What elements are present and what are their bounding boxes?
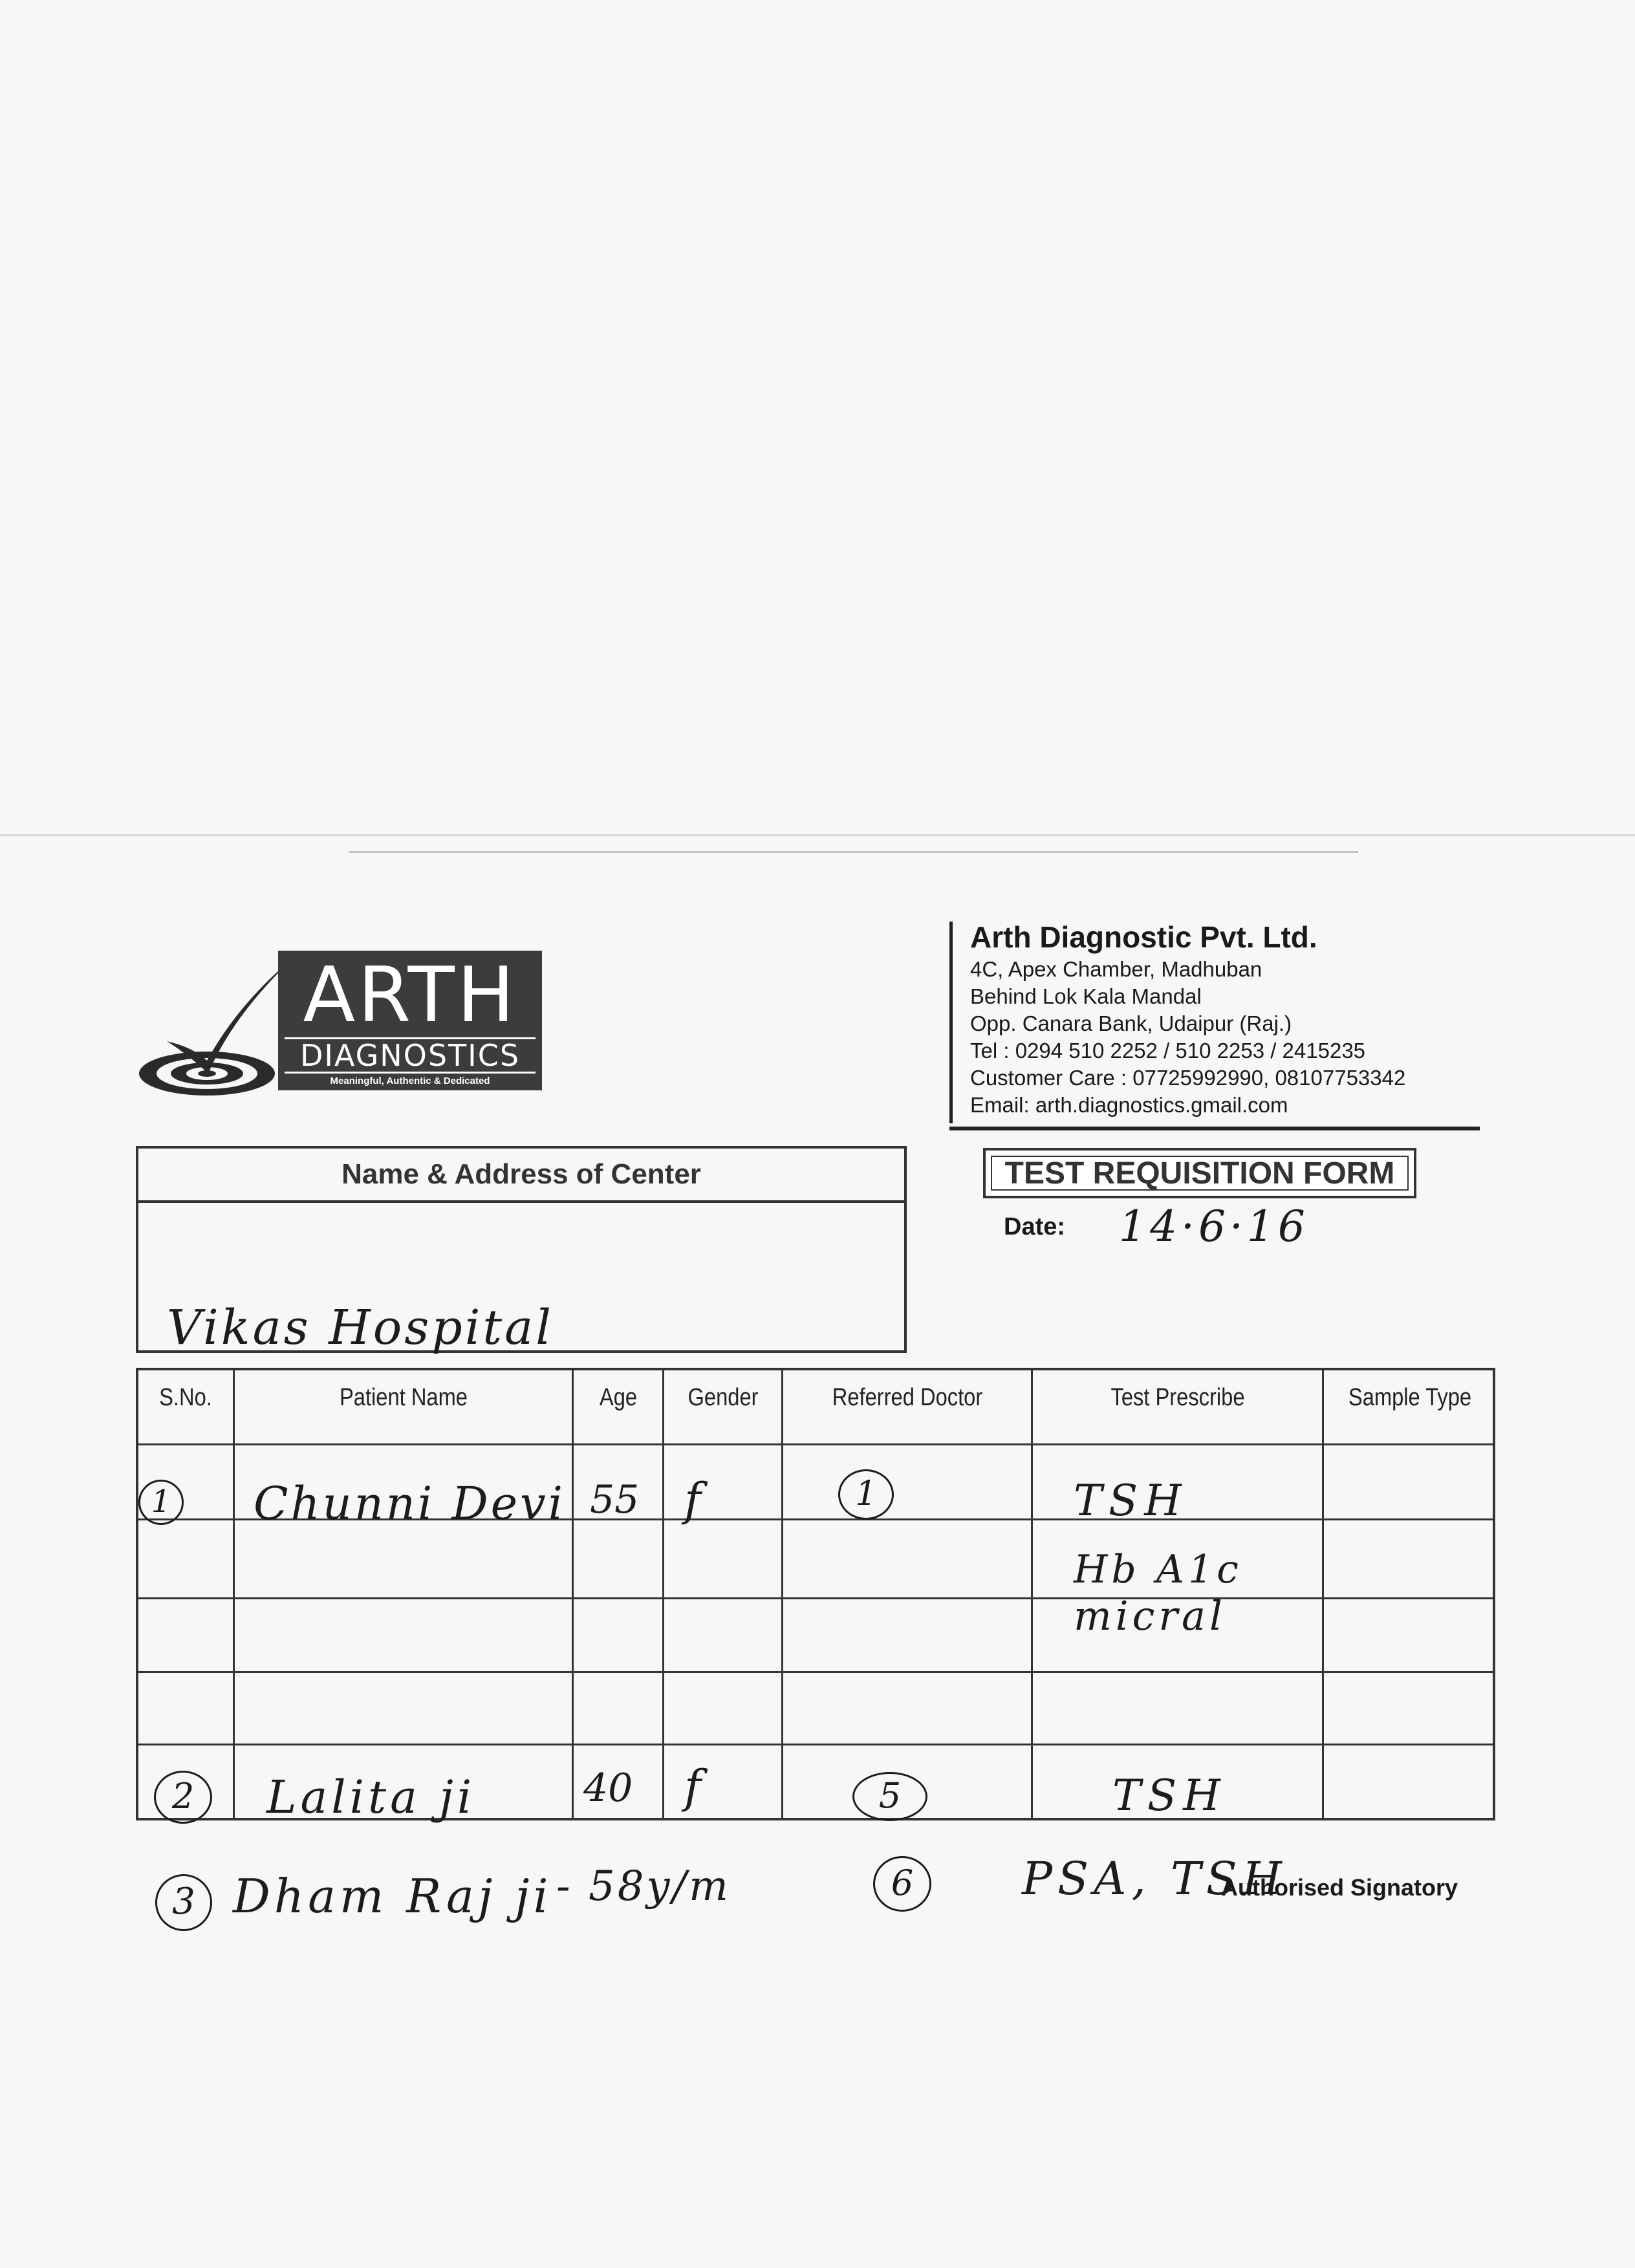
sheet-fold-edge [0,834,1635,837]
table-row-rule [136,1671,1495,1673]
patient-table [136,1368,1495,1820]
logo-brand: ARTH [303,950,517,1039]
header-referred-doctor: Referred Doctor [832,1384,983,1411]
form-title-box [983,1148,1416,1198]
row-sno[interactable]: 1 [138,1480,184,1525]
extra-age-gender[interactable]: - 58y/m [556,1863,731,1910]
header-test-prescribe: Test Prescribe [1110,1384,1245,1411]
table-col-rule [1031,1368,1033,1820]
customer-care-line: Customer Care : 07725992990, 08107753342 [970,1066,1406,1090]
table-col-rule [1322,1368,1324,1820]
arth-logo [136,938,550,1099]
row-gender[interactable]: f [684,1760,701,1813]
center-heading: Name & Address of Center [138,1149,904,1203]
address-line: Behind Lok Kala Mandal [970,984,1202,1008]
header-divider [949,922,953,1123]
authorised-signatory: Authorised Signatory [1221,1874,1458,1901]
extra-doctor[interactable]: 6 [873,1856,931,1912]
row-patient-name[interactable]: Lalita ji [266,1771,476,1824]
phone-line: Tel : 0294 510 2252 / 510 2253 / 2415235 [970,1039,1366,1063]
row-test[interactable]: micral [1074,1592,1226,1639]
extra-sno[interactable]: 3 [155,1874,212,1931]
table-header-rule [136,1443,1495,1445]
logo-box [278,951,542,1090]
extra-patient-name[interactable]: Dham Raj ji [233,1869,552,1923]
table-col-rule [781,1368,783,1820]
row-doctor[interactable]: 1 [838,1469,894,1520]
header-patient-name: Patient Name [339,1384,468,1411]
date-label: Date: [1004,1213,1066,1240]
header-sample-type: Sample Type [1348,1384,1472,1411]
header-sno: S.No. [159,1384,212,1411]
row-doctor[interactable]: 5 [852,1772,927,1821]
sheet-top-edge [349,851,1358,853]
row-test[interactable]: Hb A1c [1074,1547,1242,1592]
table-row-rule [136,1744,1495,1745]
header-gender: Gender [688,1384,759,1411]
row-gender[interactable]: f [684,1473,701,1526]
table-col-rule [233,1368,235,1820]
header-age: Age [599,1384,638,1411]
table-col-rule [662,1368,664,1820]
row-age[interactable]: 40 [583,1766,633,1811]
address-line: Opp. Canara Bank, Udaipur (Raj.) [970,1011,1292,1035]
row-test[interactable]: TSH [1074,1476,1188,1526]
date-value[interactable]: 14·6·16 [1119,1202,1309,1251]
company-name: Arth Diagnostic Pvt. Ltd. [970,920,1317,954]
form-title: TEST REQUISITION FORM [991,1156,1409,1191]
email-line: Email: arth.diagnostics.gmail.com [970,1093,1288,1117]
company-info [970,918,1526,1119]
center-value[interactable]: Vikas Hospital [167,1300,554,1355]
address-line: 4C, Apex Chamber, Madhuban [970,957,1262,981]
logo-sub: DIAGNOSTICS [285,1037,536,1074]
table-col-rule [572,1368,574,1820]
row-patient-name[interactable]: Chunni Devi [254,1477,566,1530]
row-age[interactable]: 55 [590,1477,640,1522]
row-sno[interactable]: 2 [154,1771,212,1824]
extra-test[interactable]: PSA, TSH [1022,1852,1287,1905]
logo-tagline: Meaningful, Authentic & Dedicated [330,1075,490,1086]
header-rule [949,1127,1480,1130]
row-test[interactable]: TSH [1112,1771,1227,1820]
table-row-rule [136,1597,1495,1599]
